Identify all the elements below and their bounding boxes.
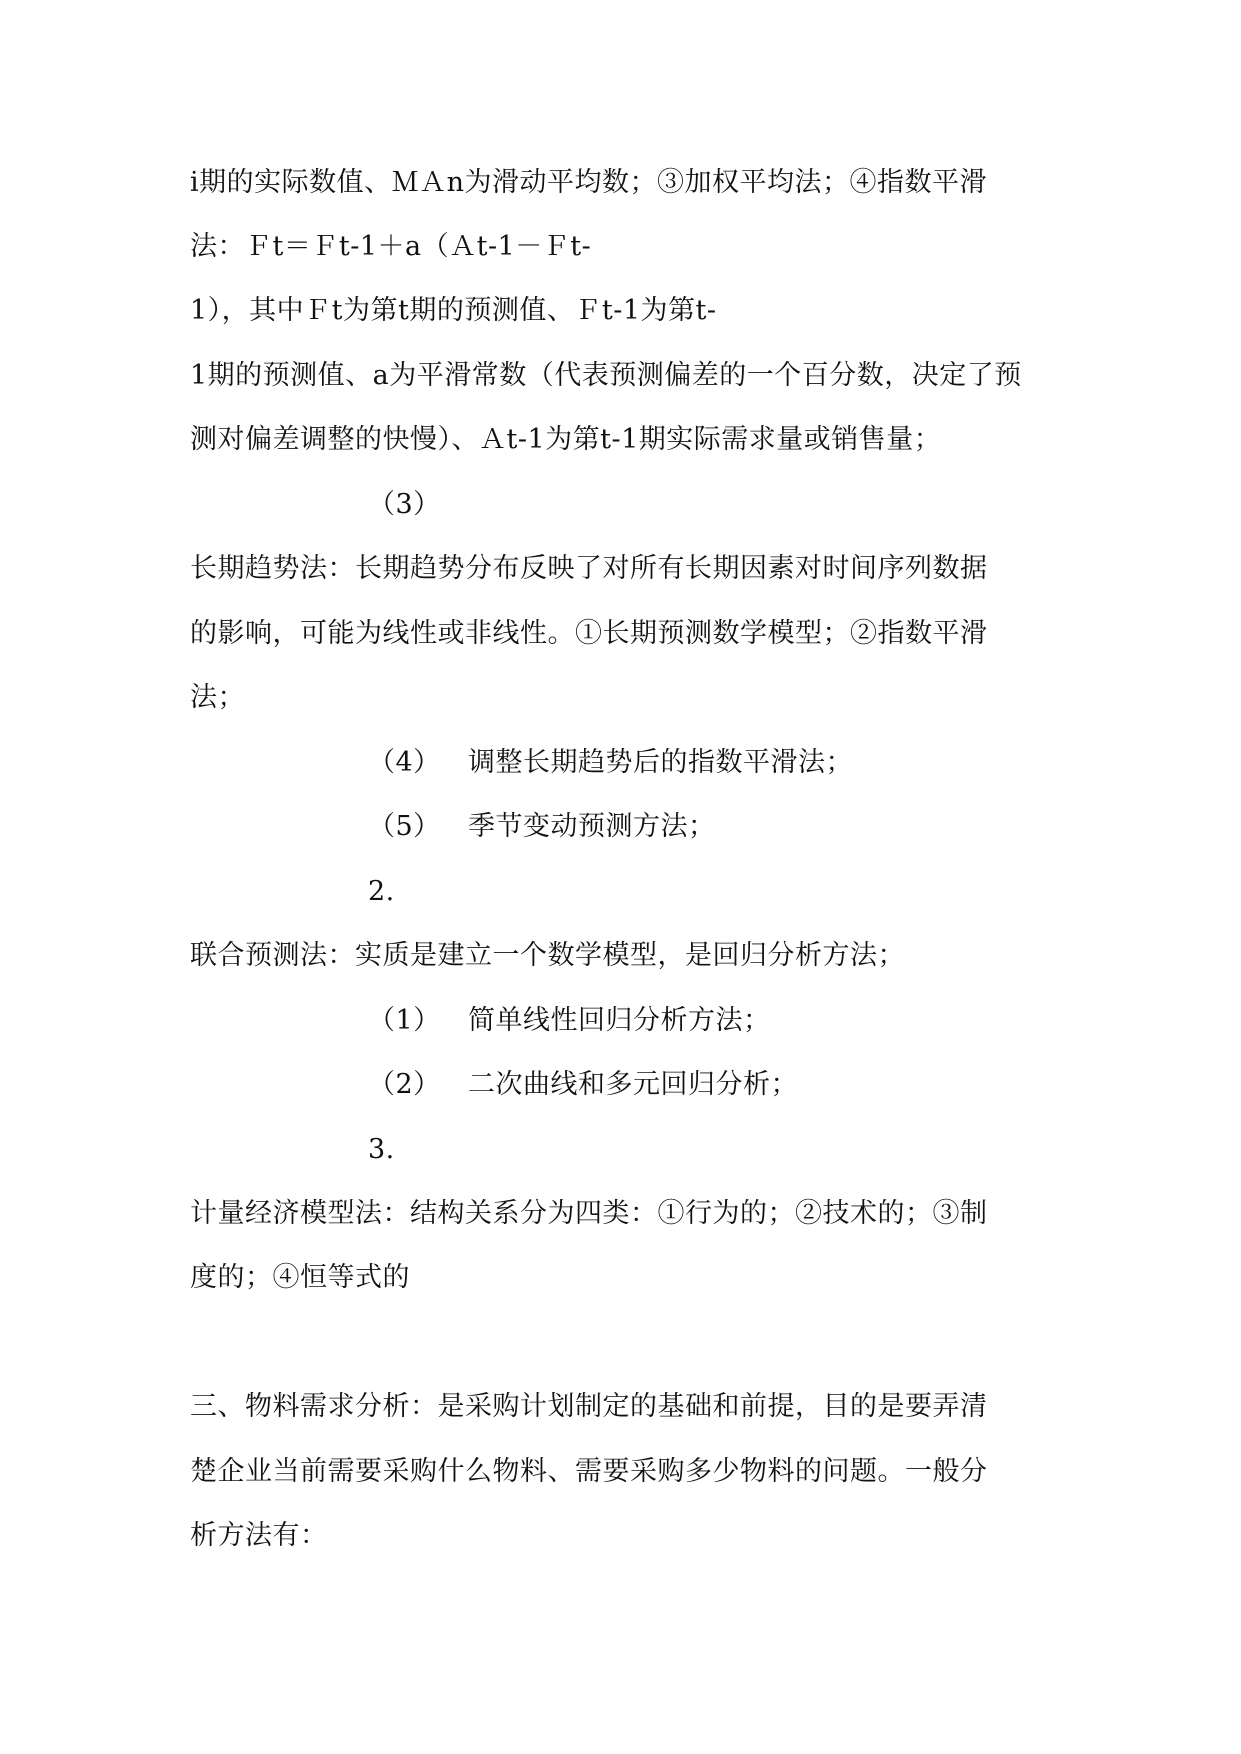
paragraph-line: 法； [190, 682, 245, 713]
paragraph-line: 楚企业当前需要采购什么物料、需要采购多少物料的问题。一般分 [190, 1456, 988, 1487]
list-item [368, 1065, 798, 1105]
section-number: 3. [368, 1134, 395, 1165]
section-number: 2. [368, 876, 395, 907]
list-item [368, 743, 853, 783]
paragraph-line: 1），其中Ｆt为第t期的预测值、Ｆt-1为第t- [190, 295, 717, 326]
list-item [368, 807, 716, 847]
list-item-number: （2） [368, 1069, 441, 1100]
paragraph-line: 长期趋势法：长期趋势分布反映了对所有长期因素对时间序列数据 [190, 553, 988, 584]
paragraph-line: 计量经济模型法：结构关系分为四类：①行为的；②技术的；③制 [190, 1198, 988, 1229]
paragraph-line: 联合预测法：实质是建立一个数学模型，是回归分析方法； [190, 940, 905, 971]
list-item-text: 调整长期趋势后的指数平滑法； [468, 747, 853, 778]
paragraph-line: 1期的预测值、a为平滑常数（代表预测偏差的一个百分数，决定了预 [190, 360, 1022, 391]
paragraph-line: 的影响，可能为线性或非线性。①长期预测数学模型；②指数平滑 [190, 618, 988, 649]
paragraph-line: 析方法有： [190, 1520, 328, 1551]
paragraph-line: 法：Ｆt＝Ｆt-1＋a（Ａt-1－Ｆt- [190, 231, 592, 262]
paragraph-line: i期的实际数值、ＭＡn为滑动平均数；③加权平均法；④指数平滑 [190, 167, 988, 198]
list-item-text: 季节变动预测方法； [468, 811, 716, 842]
list-item [368, 1001, 771, 1041]
list-item-text: 简单线性回归分析方法； [468, 1005, 771, 1036]
paragraph-line: 度的；④恒等式的 [190, 1262, 410, 1293]
list-item-number: （4） [368, 747, 441, 778]
list-item-number: （5） [368, 811, 441, 842]
section-number: （3） [368, 489, 441, 520]
list-item-number: （1） [368, 1005, 441, 1036]
section-heading-line: 三、物料需求分析：是采购计划制定的基础和前提，目的是要弄清 [190, 1391, 988, 1422]
paragraph-line: 测对偏差调整的快慢）、Ａt-1为第t-1期实际需求量或销售量； [190, 424, 942, 455]
list-item-text: 二次曲线和多元回归分析； [468, 1069, 798, 1100]
